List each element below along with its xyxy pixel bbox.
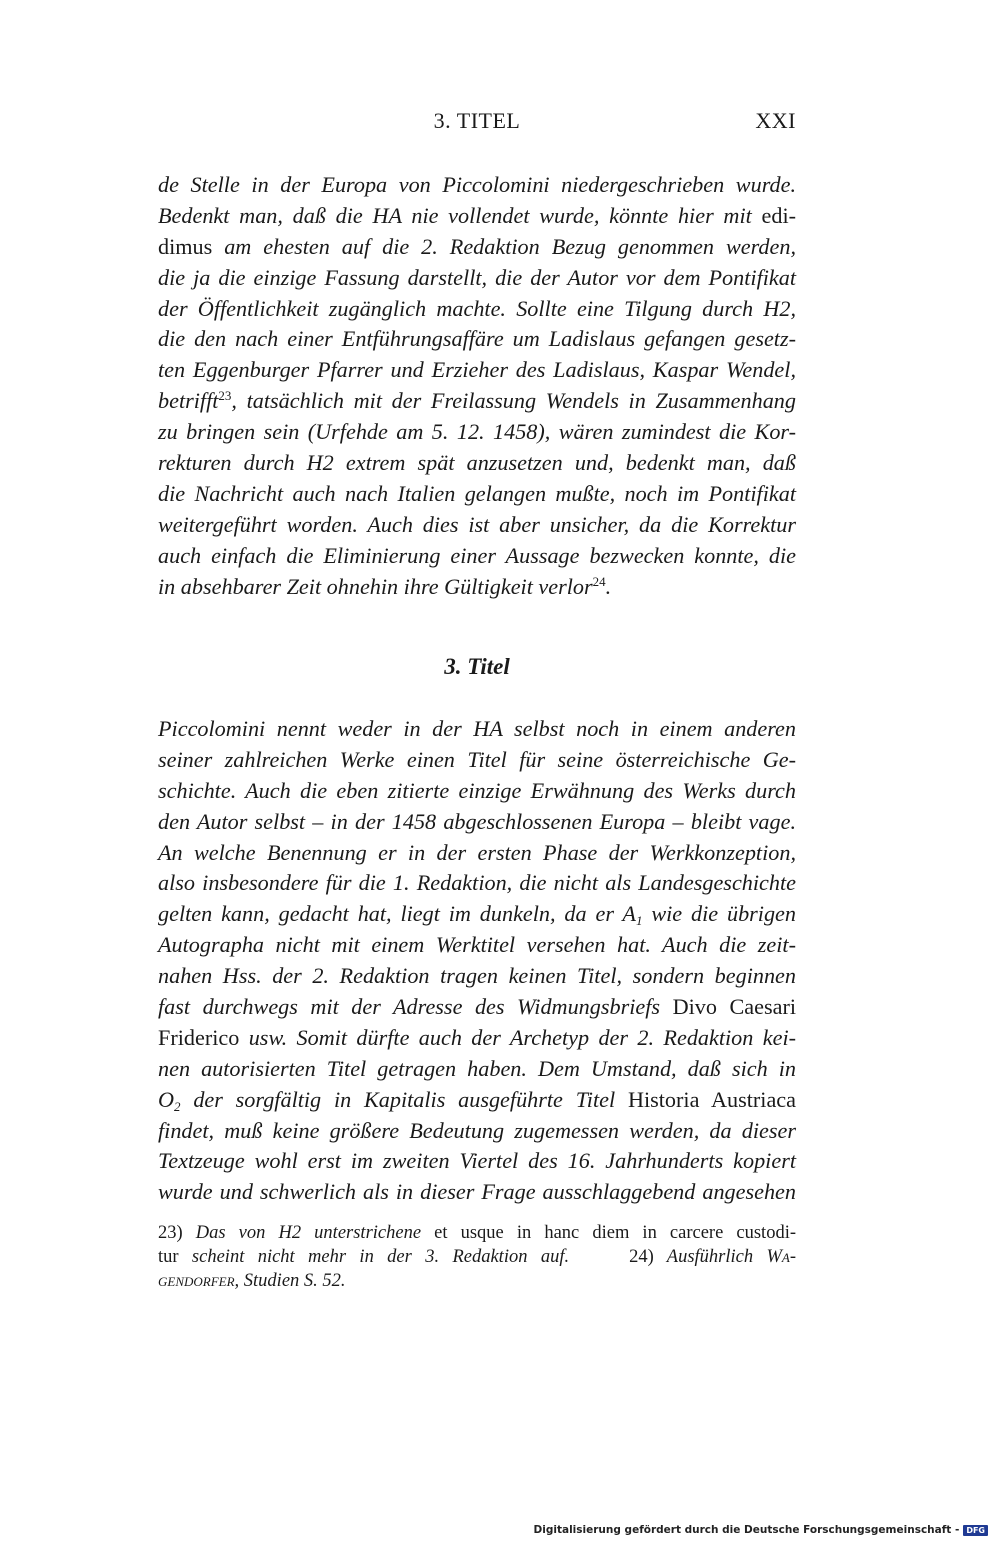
footnote-line: gendorfer, Studien S. 52. (158, 1270, 346, 1291)
text-line: zu bringen sein (Urfehde am 5. 12. 1458), wären zumindest die Kor- (158, 419, 796, 445)
text-line: de Stelle in der Europa von Piccolomini niedergeschrieben wurde. (158, 172, 796, 197)
paragraph-1 (158, 170, 796, 602)
text-line: der Öffentlichkeit zugänglich machte. Sollte eine Tilgung durch H2, (158, 295, 796, 321)
text-line: seiner zahlreichen Werke einen Titel für seine österreichische Ge- (158, 746, 796, 772)
dfg-logo: DFG (963, 1525, 988, 1536)
text-line: also insbesondere für die 1. Redaktion, die nicht als Landesgeschichte (158, 870, 796, 896)
footnote-23: 23) Das von H2 unterstrichene et usque in hanc diem in carcere custodi- (158, 1223, 796, 1243)
text-line: dimus am ehesten auf die 2. Redaktion Bezug genommen werden, (158, 233, 796, 259)
text-line: nahen Hss. der 2. Redaktion tragen keinen Titel, sondern beginnen (158, 963, 796, 989)
text-line: An welche Benennung er in der ersten Phase der Werkkonzeption, (158, 839, 796, 865)
paragraph-2 (158, 714, 796, 1208)
text-line: nen autorisierten Titel getragen haben. Dem Umstand, daß sich in (158, 1055, 796, 1081)
text-line: $O_2$ der sorgfältig in Kapitalis ausgeführte Titel Historia Austriaca (158, 1086, 796, 1114)
text-line: die den nach einer Entführungsaffäre um Ladislaus gefangen gesetz- (158, 326, 796, 352)
text-line: Friderico usw. Somit dürfte auch der Archetyp der 2. Redaktion kei- (158, 1024, 796, 1050)
footnote-ref-24[interactable]: 24 (592, 573, 606, 589)
text-line: auch einfach die Eliminierung einer Aussage bezwecken konnte, die (158, 542, 796, 568)
text-line: Bedenkt man, daß die HA nie vollendet wurde, könnte hier mit edi- (158, 202, 796, 228)
text-line: Autographa nicht mit einem Werktitel versehen hat. Auch die zeit- (158, 932, 796, 958)
page-header (158, 108, 796, 138)
digitization-credit (534, 1524, 988, 1536)
text-line: in absehbarer Zeit ohnehin ihre Gültigkeit verlor$^{24}$. (158, 573, 612, 599)
text-line: findet, muß keine größere Bedeutung zugemessen werden, da dieser (158, 1117, 796, 1143)
footnote-ref-23[interactable]: 23 (218, 388, 232, 404)
text-line: wurde und schwerlich als in dieser Frage ausschlaggebend angesehen (158, 1179, 796, 1205)
text-line: Textzeuge wohl erst im zweiten Viertel des 16. Jahrhunderts kopiert (158, 1148, 796, 1174)
section-heading: 3. Titel (444, 654, 510, 679)
text-line: den Autor selbst – in der 1458 abgeschlossenen Europa – bleibt vage. (158, 808, 796, 834)
text-line: die ja die einzige Fassung darstellt, die der Autor vor dem Pontifikat (158, 264, 796, 290)
footnote-line: tur scheint nicht mehr in der 3. Redaktion auf. 24) Ausführlich Wa- (158, 1246, 797, 1267)
text-line: Piccolomini nennt weder in der HA selbst noch in einem anderen (158, 716, 796, 741)
text-line: die Nachricht auch nach Italien gelangen mußte, noch im Pontifikat (158, 480, 796, 506)
text-line: rekturen durch H2 extrem spät anzusetzen und, bedenkt man, daß (158, 450, 796, 476)
text-line: weitergeführt worden. Auch dies ist aber unsicher, da die Korrektur (158, 511, 796, 537)
footnotes (158, 1222, 796, 1293)
text-line: gelten kann, gedacht hat, liegt im dunkeln, da er $A_1$ wie die übrigen (158, 901, 796, 929)
text-line: schichte. Auch die eben zitierte einzige Erwähnung des Werks durch (158, 777, 796, 803)
text-line: fast durchwegs mit der Adresse des Widmungsbriefs Divo Caesari (158, 994, 796, 1020)
page-number: XXI (755, 108, 796, 133)
footnote-number-24: 24) (629, 1246, 654, 1267)
text-line: ten Eggenburger Pfarrer und Erzieher des Ladislaus, Kaspar Wendel, (158, 357, 796, 383)
credit-text: Digitalisierung gefördert durch die Deutsche Forschungsgemeinschaft - (533, 1524, 960, 1536)
text-line: betrifft$^{23}$, tatsächlich mit der Freilassung Wendels in Zusammenhang (158, 388, 796, 414)
running-title: 3. TITEL (433, 108, 521, 133)
footnote-number-23: 23) (158, 1223, 183, 1243)
